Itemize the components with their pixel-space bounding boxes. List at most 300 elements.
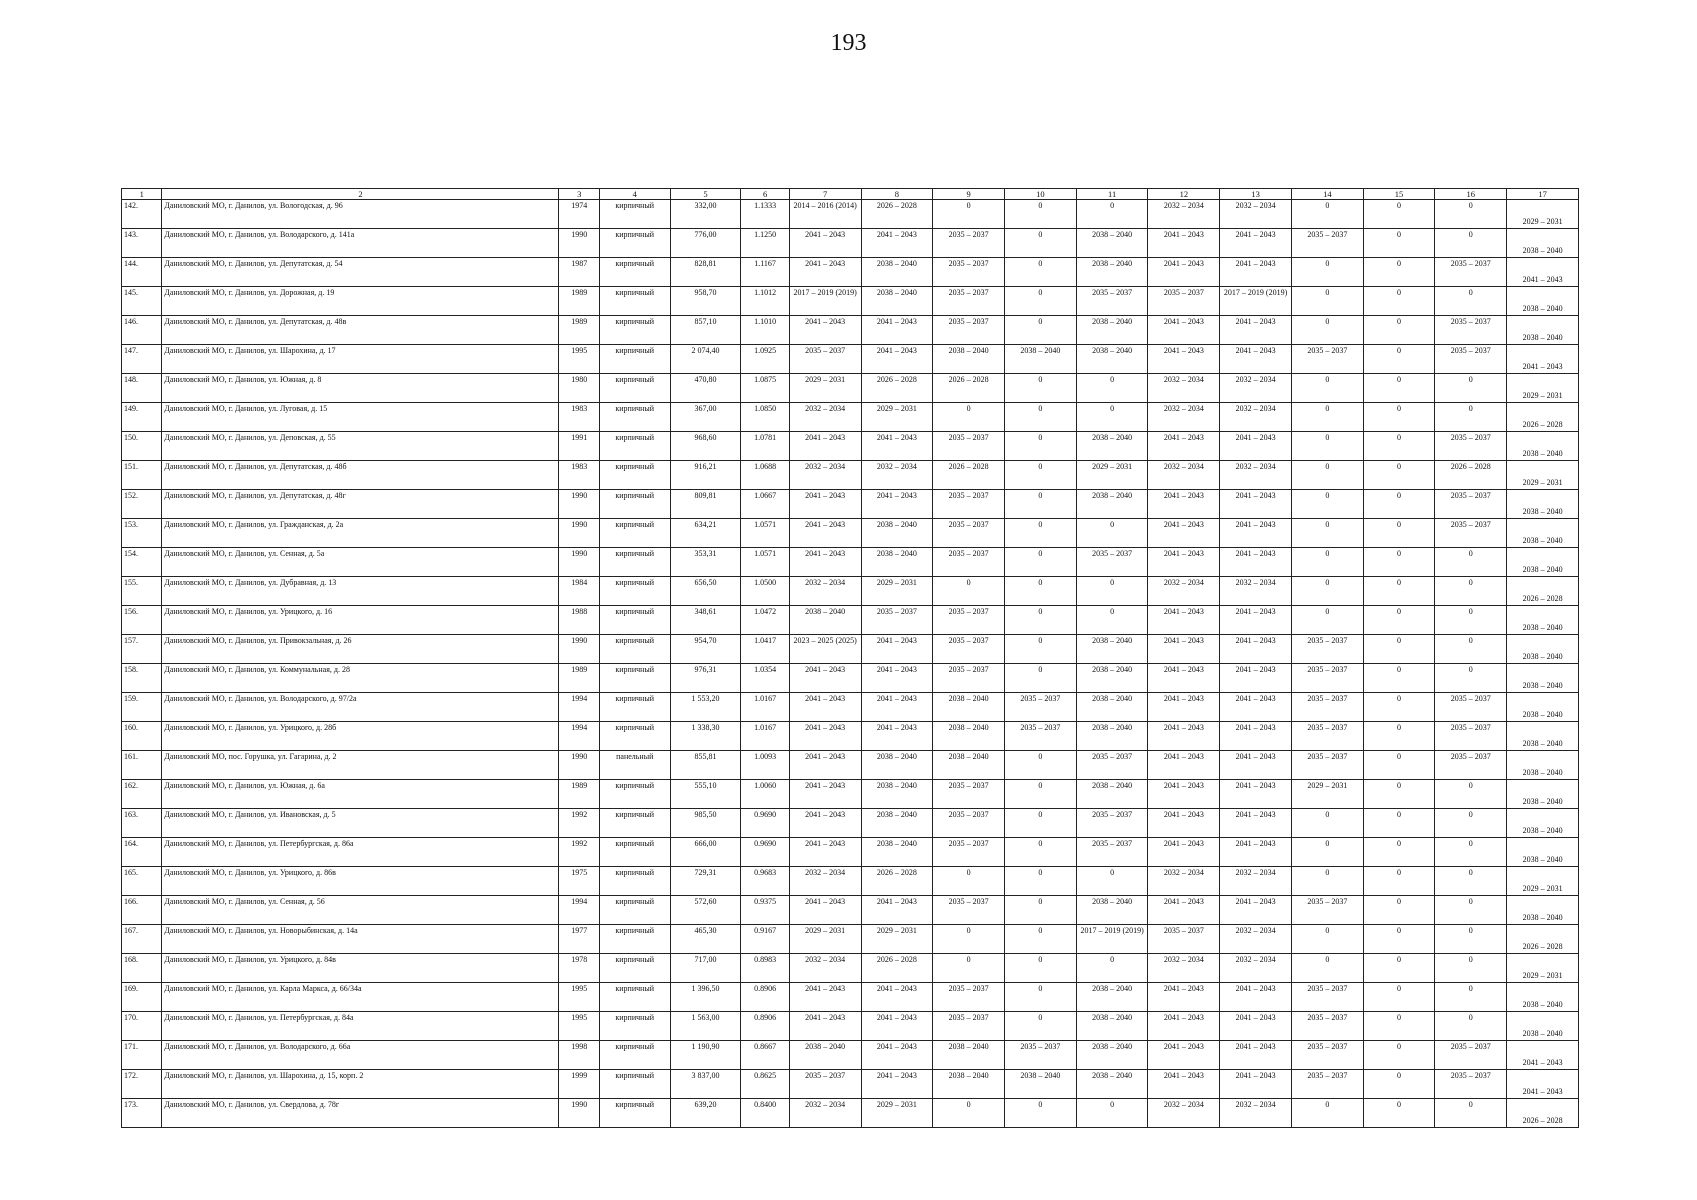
table-cell: 2035 – 2037 (1435, 432, 1507, 461)
table-cell: 1983 (559, 403, 599, 432)
table-cell: 639,20 (670, 1099, 741, 1128)
table-cell: 2032 – 2034 (789, 954, 861, 983)
table-cell: 158. (122, 664, 162, 693)
table-row (122, 1041, 1579, 1070)
table-cell: 2029 – 2031 (1076, 461, 1148, 490)
table-cell: 0 (1363, 316, 1435, 345)
table-cell: 0 (1363, 1099, 1435, 1128)
table-cell: Даниловский МО, г. Данилов, ул. Депутатская, д. 48в (162, 316, 559, 345)
table-cell: кирпичный (599, 548, 670, 577)
column-header-17: 17 (1507, 189, 1579, 200)
table-row (122, 403, 1579, 432)
table-cell: 2035 – 2037 (1291, 664, 1363, 693)
table-cell: 656,50 (670, 577, 741, 606)
table-cell: 2038 – 2040 (1005, 1070, 1077, 1099)
table-cell: 1.0167 (741, 722, 789, 751)
table-cell: 2038 – 2040 (1076, 693, 1148, 722)
table-cell: 0.8906 (741, 983, 789, 1012)
table-cell: 0 (1363, 548, 1435, 577)
table-row (122, 896, 1579, 925)
table-cell: 0 (1005, 519, 1077, 548)
table-cell: 159. (122, 693, 162, 722)
table-cell: кирпичный (599, 635, 670, 664)
column-header-1: 1 (122, 189, 162, 200)
table-cell: 1998 (559, 1041, 599, 1070)
table-cell: 0.9690 (741, 838, 789, 867)
table-cell: 1990 (559, 519, 599, 548)
table-cell: 1995 (559, 983, 599, 1012)
table-cell: 2026 – 2028 (861, 374, 933, 403)
table-cell: 2014 – 2016 (2014) (789, 200, 861, 229)
page-number: 193 (830, 30, 867, 56)
table-cell: 954,70 (670, 635, 741, 664)
table-row (122, 664, 1579, 693)
table-cell: 2035 – 2037 (933, 548, 1005, 577)
table-cell: 1.0500 (741, 577, 789, 606)
table-cell: 2041 – 2043 (1507, 1070, 1579, 1099)
table-cell: 1999 (559, 1070, 599, 1099)
table-cell: 2032 – 2034 (1148, 1099, 1220, 1128)
table-cell: 2041 – 2043 (1148, 896, 1220, 925)
table-cell: 2035 – 2037 (1005, 1041, 1077, 1070)
table-cell: 0 (1435, 229, 1507, 258)
table-cell: 3 837,00 (670, 1070, 741, 1099)
table-cell: 2035 – 2037 (933, 258, 1005, 287)
table-cell: 0 (1076, 606, 1148, 635)
table-cell: 2038 – 2040 (1507, 490, 1579, 519)
table-cell: 2026 – 2028 (861, 954, 933, 983)
table-cell: 0.9690 (741, 809, 789, 838)
table-row (122, 577, 1579, 606)
table-cell: 2029 – 2031 (789, 925, 861, 954)
table-cell: 0 (933, 577, 1005, 606)
table-cell: 0 (1435, 867, 1507, 896)
table-cell: 2035 – 2037 (1291, 693, 1363, 722)
table-cell: 2026 – 2028 (933, 461, 1005, 490)
table-cell: кирпичный (599, 287, 670, 316)
table-cell: 0 (1005, 780, 1077, 809)
table-cell: Даниловский МО, г. Данилов, ул. Депутатская, д. 48б (162, 461, 559, 490)
table-cell: 2032 – 2034 (1148, 461, 1220, 490)
table-cell: 1980 (559, 374, 599, 403)
table-cell: 0 (1435, 983, 1507, 1012)
column-header-5: 5 (670, 189, 741, 200)
table-cell: кирпичный (599, 1099, 670, 1128)
column-header-6: 6 (741, 189, 789, 200)
table-cell: 0 (1005, 200, 1077, 229)
table-cell: 2041 – 2043 (861, 635, 933, 664)
table-cell: 146. (122, 316, 162, 345)
table-cell: 2041 – 2043 (1148, 1041, 1220, 1070)
table-cell: 2038 – 2040 (933, 1041, 1005, 1070)
table-cell: 2041 – 2043 (1220, 1012, 1292, 1041)
table-cell: 2041 – 2043 (1148, 519, 1220, 548)
table-cell: кирпичный (599, 374, 670, 403)
table-cell: 729,31 (670, 867, 741, 896)
table-cell: 142. (122, 200, 162, 229)
table-cell: 2041 – 2043 (861, 1041, 933, 1070)
table-cell: 2041 – 2043 (861, 1070, 933, 1099)
table-cell: кирпичный (599, 1012, 670, 1041)
table-cell: Даниловский МО, г. Данилов, ул. Володарского, д. 97/2а (162, 693, 559, 722)
table-cell: 1984 (559, 577, 599, 606)
table-cell: 0 (1076, 200, 1148, 229)
table-cell: кирпичный (599, 896, 670, 925)
table-cell: 0 (1005, 287, 1077, 316)
table-cell: 2029 – 2031 (1291, 780, 1363, 809)
table-cell: 2041 – 2043 (1507, 345, 1579, 374)
table-cell: 2035 – 2037 (933, 780, 1005, 809)
table-cell: 0.8625 (741, 1070, 789, 1099)
table-cell: 0 (1005, 838, 1077, 867)
table-cell: 0 (1435, 664, 1507, 693)
table-cell: 2041 – 2043 (789, 664, 861, 693)
table-cell: 1994 (559, 693, 599, 722)
table-cell: 2041 – 2043 (789, 983, 861, 1012)
table-cell: Даниловский МО, г. Данилов, ул. Сенная, д. 56 (162, 896, 559, 925)
table-cell: 2032 – 2034 (1220, 867, 1292, 896)
table-cell: 2032 – 2034 (789, 461, 861, 490)
table-cell: 1.0781 (741, 432, 789, 461)
table-cell: 160. (122, 722, 162, 751)
table-cell: 470,80 (670, 374, 741, 403)
table-cell: 958,70 (670, 287, 741, 316)
table-cell: 2035 – 2037 (933, 229, 1005, 258)
table-cell: 2035 – 2037 (1435, 693, 1507, 722)
table-cell: 1.1012 (741, 287, 789, 316)
table-cell: 1.0571 (741, 519, 789, 548)
table-cell: 0 (1363, 635, 1435, 664)
table-cell: 2032 – 2034 (1148, 200, 1220, 229)
table-cell: Даниловский МО, г. Данилов, ул. Дубравная, д. 13 (162, 577, 559, 606)
table-cell: 0.9683 (741, 867, 789, 896)
table-cell: 0.9375 (741, 896, 789, 925)
table-cell: 2038 – 2040 (1076, 316, 1148, 345)
table-cell: 2035 – 2037 (1076, 809, 1148, 838)
table-cell: кирпичный (599, 519, 670, 548)
table-cell: 1.1250 (741, 229, 789, 258)
table-cell: 2032 – 2034 (1148, 577, 1220, 606)
table-cell: 0 (1363, 780, 1435, 809)
table-cell: 2038 – 2040 (861, 751, 933, 780)
table-cell: 2032 – 2034 (1220, 577, 1292, 606)
table-cell: 1989 (559, 780, 599, 809)
table-cell: 2038 – 2040 (1076, 722, 1148, 751)
table-cell: Даниловский МО, г. Данилов, ул. Шарохина, д. 17 (162, 345, 559, 374)
table-cell: Даниловский МО, г. Данилов, ул. Свердлова, д. 78г (162, 1099, 559, 1128)
table-row (122, 751, 1579, 780)
table-row (122, 925, 1579, 954)
table-cell: 2041 – 2043 (1220, 316, 1292, 345)
table-cell: 2 074,40 (670, 345, 741, 374)
table-cell: 2026 – 2028 (1435, 461, 1507, 490)
table-cell: 2035 – 2037 (1435, 722, 1507, 751)
table-cell: кирпичный (599, 258, 670, 287)
table-cell: 828,81 (670, 258, 741, 287)
table-cell: 0 (1291, 287, 1363, 316)
column-header-13: 13 (1220, 189, 1292, 200)
table-cell: 855,81 (670, 751, 741, 780)
table-cell: 0 (1435, 838, 1507, 867)
table-row (122, 461, 1579, 490)
table-cell: 2035 – 2037 (1291, 896, 1363, 925)
table-cell: 0 (1435, 548, 1507, 577)
table-row (122, 1099, 1579, 1128)
table-cell: 2035 – 2037 (1291, 722, 1363, 751)
table-body (122, 200, 1579, 1128)
table-cell: 2041 – 2043 (1148, 693, 1220, 722)
table-cell: 0 (1435, 287, 1507, 316)
table-cell: 2041 – 2043 (861, 693, 933, 722)
table-cell: 2023 – 2025 (2025) (789, 635, 861, 664)
table-cell: 2035 – 2037 (933, 664, 1005, 693)
table-cell: 2026 – 2028 (933, 374, 1005, 403)
table-cell: кирпичный (599, 809, 670, 838)
table-cell: 2035 – 2037 (933, 809, 1005, 838)
table-cell: 2029 – 2031 (861, 925, 933, 954)
table-cell: 0 (1005, 461, 1077, 490)
table-cell: 0 (1363, 490, 1435, 519)
table-cell: 1988 (559, 606, 599, 635)
table-cell: Даниловский МО, пос. Горушка, ул. Гагарина, д. 2 (162, 751, 559, 780)
table-cell: 2032 – 2034 (1220, 925, 1292, 954)
table-cell: 0 (1291, 867, 1363, 896)
table-cell: 2041 – 2043 (1220, 606, 1292, 635)
table-cell: 0 (1005, 403, 1077, 432)
table-cell: 0 (1076, 954, 1148, 983)
table-cell: 776,00 (670, 229, 741, 258)
table-cell: кирпичный (599, 1070, 670, 1099)
table-cell: 2041 – 2043 (1220, 490, 1292, 519)
table-cell: 2035 – 2037 (789, 345, 861, 374)
table-cell: 2029 – 2031 (1507, 200, 1579, 229)
table-cell: 2035 – 2037 (861, 606, 933, 635)
table-cell: Даниловский МО, г. Данилов, ул. Деповская, д. 55 (162, 432, 559, 461)
table-cell: 1.0472 (741, 606, 789, 635)
table-cell: 0 (1005, 1012, 1077, 1041)
table-cell: 0 (1363, 1070, 1435, 1099)
table-cell: 2035 – 2037 (1005, 722, 1077, 751)
table-cell: кирпичный (599, 722, 670, 751)
table-cell: кирпичный (599, 780, 670, 809)
table-cell: 2038 – 2040 (1507, 316, 1579, 345)
table-cell: 1 190,90 (670, 1041, 741, 1070)
table-cell: 2032 – 2034 (789, 867, 861, 896)
table-cell: 2041 – 2043 (1148, 606, 1220, 635)
table-cell: 332,00 (670, 200, 741, 229)
table-cell: 2038 – 2040 (1076, 780, 1148, 809)
table-cell: 2041 – 2043 (789, 809, 861, 838)
table-cell: 2029 – 2031 (861, 403, 933, 432)
table-cell: 0 (1005, 258, 1077, 287)
table-cell: 367,00 (670, 403, 741, 432)
table-cell: 2029 – 2031 (861, 577, 933, 606)
table-cell: 0 (1435, 1099, 1507, 1128)
table-cell: 2035 – 2037 (933, 432, 1005, 461)
table-cell: 2038 – 2040 (1076, 432, 1148, 461)
table-cell: 2041 – 2043 (1148, 1070, 1220, 1099)
table-cell: 2038 – 2040 (1076, 1041, 1148, 1070)
table-cell: 2035 – 2037 (1435, 345, 1507, 374)
table-cell: 169. (122, 983, 162, 1012)
table-cell: 166. (122, 896, 162, 925)
table-cell: 2038 – 2040 (789, 606, 861, 635)
table-cell: 0 (1363, 519, 1435, 548)
table-cell: 2041 – 2043 (1220, 838, 1292, 867)
table-cell: 0 (1291, 577, 1363, 606)
table-cell: 0 (1291, 316, 1363, 345)
table-row (122, 316, 1579, 345)
table-cell: 0 (1363, 809, 1435, 838)
column-header-11: 11 (1076, 189, 1148, 200)
table-cell: 1990 (559, 751, 599, 780)
table-cell: 0 (933, 954, 1005, 983)
table-cell: 2041 – 2043 (789, 519, 861, 548)
table-cell: 2038 – 2040 (1507, 751, 1579, 780)
table-cell: кирпичный (599, 490, 670, 519)
table-cell: 2038 – 2040 (1507, 722, 1579, 751)
table-cell: 0 (1076, 403, 1148, 432)
table-cell: 2035 – 2037 (933, 635, 1005, 664)
table-cell: 2032 – 2034 (1148, 867, 1220, 896)
table-cell: 0 (1005, 664, 1077, 693)
table-cell: Даниловский МО, г. Данилов, ул. Дорожная, д. 19 (162, 287, 559, 316)
table-cell: 2041 – 2043 (1220, 751, 1292, 780)
table-cell: 2017 – 2019 (2019) (1076, 925, 1148, 954)
table-cell: 2041 – 2043 (1148, 664, 1220, 693)
table-cell: 1974 (559, 200, 599, 229)
table-cell: Даниловский МО, г. Данилов, ул. Депутатская, д. 54 (162, 258, 559, 287)
table-cell: 152. (122, 490, 162, 519)
table-cell: 0 (1435, 925, 1507, 954)
table-cell: кирпичный (599, 345, 670, 374)
table-cell: 0 (1291, 954, 1363, 983)
table-cell: 2035 – 2037 (1291, 1070, 1363, 1099)
table-cell: 2038 – 2040 (1005, 345, 1077, 374)
table-cell: 0.8983 (741, 954, 789, 983)
table-cell: 2041 – 2043 (789, 316, 861, 345)
table-cell: 0 (1005, 896, 1077, 925)
table-cell: 2041 – 2043 (861, 1012, 933, 1041)
table-cell: 2041 – 2043 (1220, 345, 1292, 374)
table-cell: 2035 – 2037 (789, 1070, 861, 1099)
table-cell: 2041 – 2043 (861, 316, 933, 345)
table-cell: 0 (1291, 432, 1363, 461)
table-cell: 0 (1435, 896, 1507, 925)
table-row (122, 780, 1579, 809)
table-cell: 2038 – 2040 (1507, 287, 1579, 316)
table-cell: 353,31 (670, 548, 741, 577)
table-cell: 0 (1363, 432, 1435, 461)
table-cell: 0 (933, 403, 1005, 432)
table-cell: 1.1010 (741, 316, 789, 345)
table-cell: Даниловский МО, г. Данилов, ул. Коммунальная, д. 28 (162, 664, 559, 693)
table-cell: 2038 – 2040 (861, 258, 933, 287)
column-header-9: 9 (933, 189, 1005, 200)
table-cell: 145. (122, 287, 162, 316)
table-cell: Даниловский МО, г. Данилов, ул. Урицкого, д. 16 (162, 606, 559, 635)
table-cell: 0 (1291, 1099, 1363, 1128)
table-cell: 1.0093 (741, 751, 789, 780)
table-cell: 0 (1363, 1012, 1435, 1041)
table-cell: 161. (122, 751, 162, 780)
table-cell: 0 (1005, 867, 1077, 896)
table-cell: 0 (1363, 258, 1435, 287)
table-cell: 2041 – 2043 (1220, 1041, 1292, 1070)
table-cell: 572,60 (670, 896, 741, 925)
table-cell: 171. (122, 1041, 162, 1070)
table-cell: 172. (122, 1070, 162, 1099)
table-cell: 0 (1005, 983, 1077, 1012)
table-cell: 164. (122, 838, 162, 867)
table-cell: 2041 – 2043 (1220, 780, 1292, 809)
table-cell: 2041 – 2043 (861, 432, 933, 461)
table-cell: 2038 – 2040 (933, 722, 1005, 751)
table-cell: 0 (1076, 577, 1148, 606)
table-cell: 0 (1076, 1099, 1148, 1128)
table-cell: 2038 – 2040 (1076, 490, 1148, 519)
table-cell: 1977 (559, 925, 599, 954)
table-cell: кирпичный (599, 954, 670, 983)
table-row (122, 1012, 1579, 1041)
table-cell: 2041 – 2043 (1148, 838, 1220, 867)
table-row (122, 809, 1579, 838)
table-cell: 2041 – 2043 (789, 548, 861, 577)
table-cell: 2032 – 2034 (861, 461, 933, 490)
table-cell: 1991 (559, 432, 599, 461)
table-cell: 2038 – 2040 (1507, 983, 1579, 1012)
table-cell: 1994 (559, 722, 599, 751)
table-cell: 2041 – 2043 (861, 229, 933, 258)
table-cell: 2041 – 2043 (1148, 635, 1220, 664)
table-cell: 0.8667 (741, 1041, 789, 1070)
table-cell: 2038 – 2040 (1507, 548, 1579, 577)
table-cell: 2038 – 2040 (1507, 635, 1579, 664)
table-cell: 156. (122, 606, 162, 635)
table-cell: 2041 – 2043 (789, 432, 861, 461)
table-cell: 2041 – 2043 (789, 258, 861, 287)
table-cell: 2026 – 2028 (861, 200, 933, 229)
table-cell: 2038 – 2040 (789, 1041, 861, 1070)
table-cell: 2026 – 2028 (1507, 403, 1579, 432)
table-cell: 0 (1291, 606, 1363, 635)
table-cell: 0 (1076, 867, 1148, 896)
table-cell: 0 (1005, 606, 1077, 635)
table-cell: 1990 (559, 229, 599, 258)
table-cell: 2029 – 2031 (1507, 954, 1579, 983)
table-cell: Даниловский МО, г. Данилов, ул. Володарского, д. 141а (162, 229, 559, 258)
table-cell: 2041 – 2043 (1507, 258, 1579, 287)
table-cell: 2041 – 2043 (1148, 1012, 1220, 1041)
table-cell: 173. (122, 1099, 162, 1128)
column-header-10: 10 (1005, 189, 1077, 200)
table-cell: 2041 – 2043 (1220, 548, 1292, 577)
table-cell: 2038 – 2040 (933, 1070, 1005, 1099)
column-header-4: 4 (599, 189, 670, 200)
table-row (122, 345, 1579, 374)
column-header-16: 16 (1435, 189, 1507, 200)
table-cell: 2035 – 2037 (1291, 751, 1363, 780)
table-cell: 0 (1363, 577, 1435, 606)
table-cell: Даниловский МО, г. Данилов, ул. Депутатская, д. 48г (162, 490, 559, 519)
table-cell: 0 (1363, 287, 1435, 316)
table-cell: 0 (1291, 461, 1363, 490)
table-cell: 2041 – 2043 (861, 490, 933, 519)
table-cell: 2038 – 2040 (1076, 1012, 1148, 1041)
table-cell: Даниловский МО, г. Данилов, ул. Урицкого, д. 28б (162, 722, 559, 751)
table-cell: Даниловский МО, г. Данилов, ул. Петербургская, д. 86а (162, 838, 559, 867)
table-cell: 1990 (559, 548, 599, 577)
